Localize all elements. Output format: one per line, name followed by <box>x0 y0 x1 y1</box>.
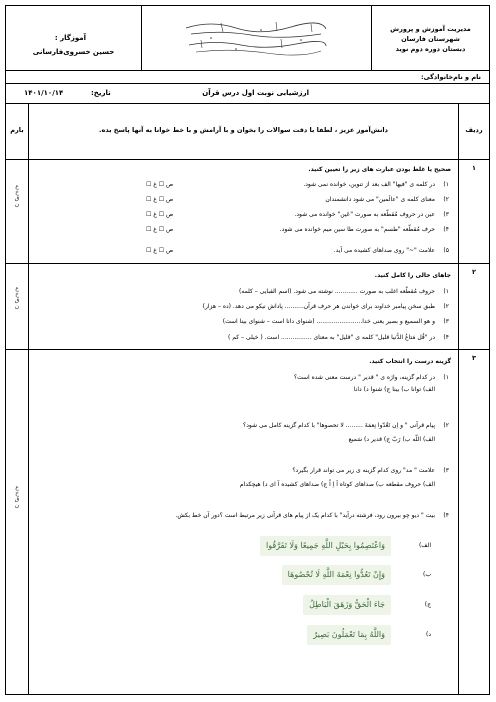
score-label: بارم <box>10 126 24 134</box>
question-title: گزینه درست را انتخاب کنید. <box>369 358 451 365</box>
question-row-3: ۳ ع خ ق ن گزینه درست را انتخاب کنید. ۱) در کدام گزینه، واژه ی " قدیر " درست معنی شده است؟ الف) توانا ب) بینا ج) شنوا د) دانا ۲) پیام قرآنی " و اِن تَعُدّوا نِعمَةَ ......... لا تحصوها" با کدام گزینه کامل می شود؟ الف) اللّه ب) رَبّ ج) قدیر د) سَمیع ۳) علامت " مد" روی کدام گزینه ی زیر می تواند قرار بگیرد؟ الف) حروف مقطعه ب) صداهای کوتاه اَ اِ اُ ج) صداهای کشیده آ ای د) هیچکدام ۴) بیت " دیو چو بیرون رود، فرشته درآید" با کدام یک از پیام های قرآنی زیر مرتبط است ؟دور آن خط بکش. الف) وَاعْتَصِمُوا بِحَبْلِ اللَّهِ جَمِيعًا وَلَا تَفَرَّقُوا ب) وَإِنْ تَعُدُّوا نِعْمَةَ اللَّهِ لَا تُحْصُوهَا ج) جَاءَ الْحَقُّ وَزَهَقَ الْبَاطِلُ د) وَاللَّهُ بِمَا تَعْمَلُونَ بَصِيرٌ <box>6 350 489 695</box>
verse-label: ب) <box>423 571 431 578</box>
exam-title: ارزشیابی نوبت اول درس قرآن <box>202 89 309 97</box>
score-marks: ع خ ق ن <box>14 183 20 208</box>
teacher-label: آموزگار : <box>54 34 86 42</box>
teacher-info <box>6 6 141 70</box>
calligraphy-panel <box>141 6 371 70</box>
quran-verse[interactable]: وَاعْتَصِمُوا بِحَبْلِ اللَّهِ جَمِيعًا وَلَا تَفَرَّقُوا <box>260 536 391 556</box>
calligraphy-logo <box>181 18 331 58</box>
exam-header <box>6 6 489 84</box>
mc-options[interactable]: الف) اللّه ب) رَبّ ج) قدیر د) سَمیع <box>348 436 435 443</box>
province-name: شهرستان فارسان <box>401 35 460 43</box>
question-row-2: ۲ ع خ ق ن جاهای خالی را کامل کنید. ۱) حروف مُقطّعه اغلب به صورت ............ نوشته می شود. (اسم الفبایی – کلمه) ۲) طبق سخن پیامبر خداوند برای خواندن هر حرف قرآن.......... پاداش نیکو می دهد. (ده – هزار) ۳) و هو السمیع و بصیر یعنی خدا........................ (شنوای دانا است – شنوای بینا است) ۴) در "قُل مَتاعُ الدُّنیا قلیل" کلمه ی "قلیل" به معنای ................ است. ( خیلی – کم ) <box>6 264 489 350</box>
school-name: دبستان دوره دوم نوید <box>395 45 466 53</box>
question-number: ۳ <box>472 354 476 362</box>
true-false-checkbox[interactable]: ص ☐ غ ☐ <box>146 196 174 203</box>
question-number: ۱ <box>472 164 476 172</box>
quran-verse[interactable]: وَاللَّهُ بِمَا تَعْمَلُونَ بَصِيرٌ <box>307 625 391 645</box>
score-marks: ع خ ق ن <box>14 484 20 509</box>
quran-verse[interactable]: وَإِنْ تَعُدُّوا نِعْمَةَ اللَّهِ لَا تُحْصُوهَا <box>282 565 391 585</box>
date-label: تاریخ: <box>91 89 111 97</box>
true-false-checkbox[interactable]: ص ☐ غ ☐ <box>146 226 174 233</box>
quran-verse[interactable]: جَاءَ الْحَقُّ وَزَهَقَ الْبَاطِلُ <box>303 595 391 615</box>
column-header-row <box>6 104 489 160</box>
school-info <box>371 6 489 70</box>
question-number: ۲ <box>472 268 476 276</box>
date-value: ۱۴۰۱/۱۰/۱۴ <box>24 89 64 97</box>
true-false-checkbox[interactable]: ص ☐ غ ☐ <box>146 181 174 188</box>
exam-sheet <box>5 5 490 695</box>
student-name-label: نام و نام‌خانوادگی: <box>420 73 481 81</box>
exam-title-row <box>6 84 489 104</box>
question-title: صحیح یا غلط بودن عبارت های زیر را تعیین کنید. <box>308 166 451 173</box>
verse-label: د) <box>425 631 431 638</box>
verse-label: الف) <box>418 542 431 549</box>
score-header <box>6 104 28 160</box>
radif-header <box>459 104 489 160</box>
verse-label: ج) <box>424 601 431 608</box>
score-marks: ع خ ق ن <box>14 285 20 310</box>
mc-options[interactable]: الف) حروف مقطعه ب) صداهای کوتاه اَ اِ اُ ج) صداهای کشیده آ ای د) هیچکدام <box>239 481 435 488</box>
question-row-1: ۱ ع خ ق ن صحیح یا غلط بودن عبارت های زیر را تعیین کنید. ۱) در کلمه ی "فیها" الف بعد از تنوین، خوانده نمی شود. ص ☐ غ ☐ ۲) معنای کلمه ی "عالَمین" می شود دانشمندان ص ☐ غ ☐ ۳) عین در حروف مُقطّعه به صورت "عَین" خوانده می شود. ص ☐ غ ☐ ۴) حرف مُقطّعه "طسم" به صورت طا سین میم خوانده می شود. ص ☐ غ ☐ ۵) علامت "~" روی صداهای کشیده می آید. ص ☐ غ ☐ <box>6 160 489 264</box>
question-title: جاهای خالی را کامل کنید. <box>374 272 451 279</box>
true-false-checkbox[interactable]: ص ☐ غ ☐ <box>146 211 174 218</box>
radif-label: ردیف <box>465 126 483 134</box>
instruction-text: دانش‌آموز عزیز ، لطفا با دقت سوالات را بخوان و با آرامش و با خط خوانا به آنها پاسخ بده. <box>99 126 388 134</box>
student-name-row[interactable] <box>6 70 489 84</box>
true-false-checkbox[interactable]: ص ☐ غ ☐ <box>146 247 174 254</box>
mc-options[interactable]: الف) توانا ب) بینا ج) شنوا د) دانا <box>353 386 435 393</box>
teacher-name: حسین خسروی‌فارسانی <box>32 48 115 56</box>
ministry-name: مدیریت آموزش و پرورش <box>390 25 471 33</box>
